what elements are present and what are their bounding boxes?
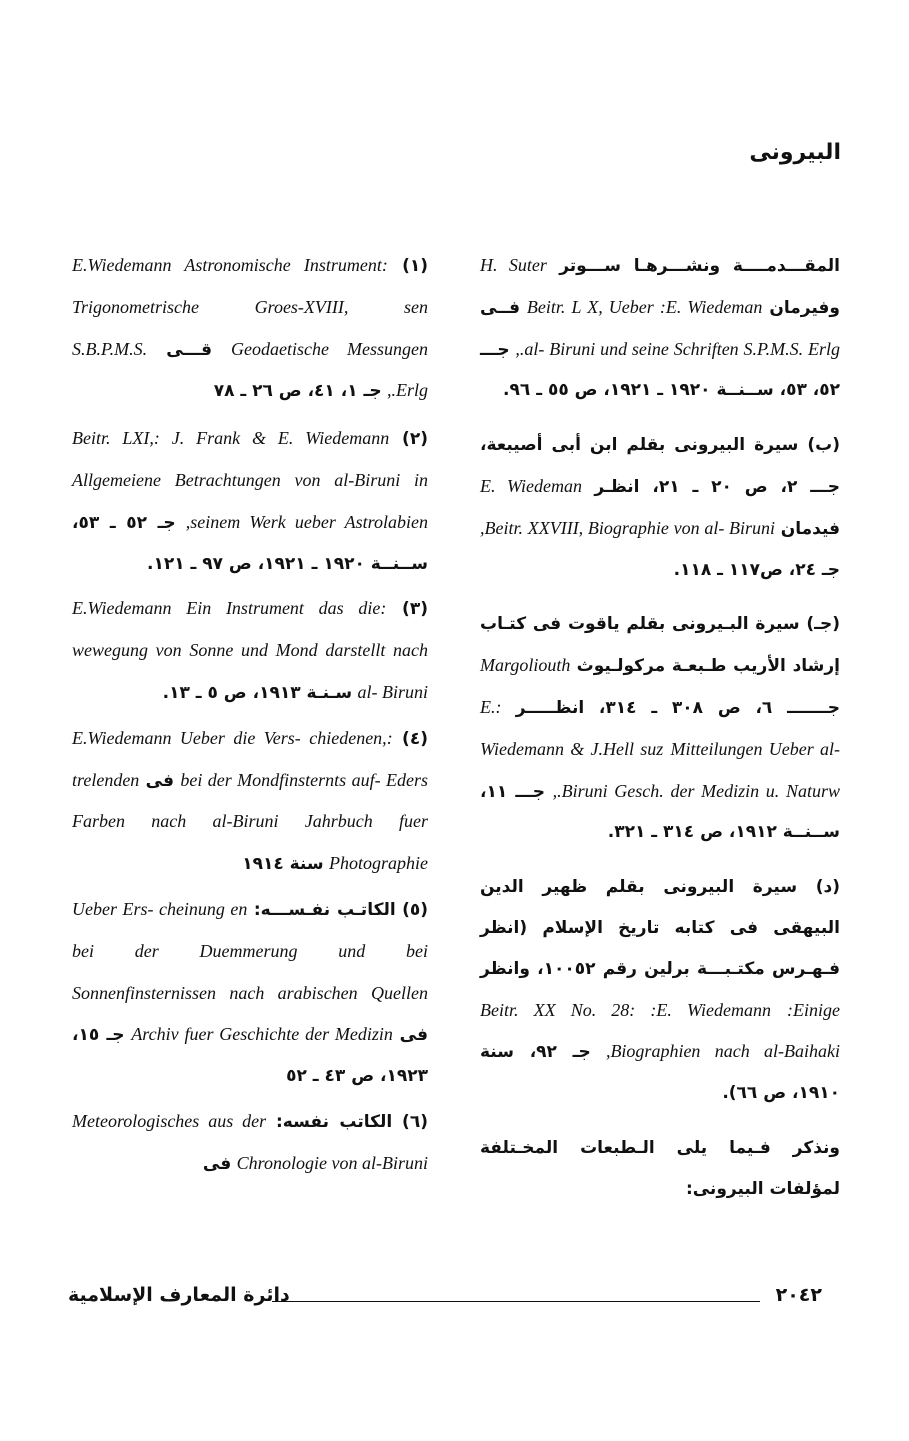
arabic-text: ونذكر فـيما يلى الـطبعات المخـتلفة لمؤلفات البيرونى: — [480, 1137, 840, 1199]
footer-title: دائرة المعارف الإسلامية — [68, 1284, 290, 1306]
arabic-text: الكاتب نفسه: — [275, 1111, 393, 1132]
arabic-text: فــى — [480, 297, 520, 318]
entry-2 — [72, 418, 428, 584]
latin-text: Ueber Ers- cheinung en bei der Duemmerung und bei Sonnenfinsternissen nach arabischen Quellen — [72, 898, 428, 1003]
arabic-text: جـ ٥٢ ـ ٥٣، ســنــة ١٩٢٠ ـ ١٩٢١، ص ٩٧ ـ ١٢١. — [72, 512, 428, 574]
entry-5 — [72, 889, 428, 1097]
latin-text: :E.Wiedemann Astronomische Instrument Trigonometrische Groes-XVIII, sen Geodaetische Messungen — [72, 255, 429, 359]
latin-text: H. Suter — [480, 255, 547, 275]
latin-text: al- Biruni und seine Schriften S.P.M.S. Erlg., — [515, 338, 841, 359]
arabic-text: جـــــــ ٦، ص ٣٠٨ ـ ٣١٤، انظـــــر — [515, 697, 841, 718]
latin-text: Beitr. LXI,: J. Frank & E. Wiedemann Allgemeiene Betrachtungen von al-Biruni in seinem Werk ueber Astrolabien, — [72, 428, 429, 532]
entry-number: (٤) — [402, 728, 428, 749]
latin-text: S.B.P.M.S. Erlg., — [72, 338, 428, 401]
entry-number: (٦) — [402, 1111, 428, 1132]
arabic-text: فى — [399, 1025, 429, 1046]
arabic-text: جـ ١، ٤١، ص ٢٦ ـ ٧٨ — [213, 381, 382, 402]
entry-number: (٢) — [402, 429, 428, 450]
arabic-text: فى — [145, 770, 174, 791]
entry-number: (٥) — [402, 899, 429, 920]
running-head: البيرونى — [749, 140, 841, 165]
latin-text: Beitr. L X, Ueber :E. Wiedeman — [526, 296, 763, 317]
latin-text: trelenden Farben nach al-Biruni Jahrbuch fuer Photographie — [72, 769, 428, 874]
arabic-text: قـــى — [166, 339, 212, 360]
left-column — [72, 245, 428, 1187]
latin-text: :Einige Biographien nach al-Baihaki, — [605, 999, 841, 1062]
entry-1 — [72, 245, 428, 412]
latin-text: Mitteilungen Ueber al-Biruni Gesch. der Medizin u. Naturw., — [552, 738, 840, 801]
latin-text: :E.Wiedemann Ueber die Vers- chiedenen, bei der Mondfinsternts auf- Eders — [72, 727, 429, 790]
latin-text: Beitr. XX No. 28: :E. Wiedemann — [480, 999, 771, 1020]
arabic-text: (ب) سيرة البيرونى بقلم ابن أبى أصيبعة، جـــ ٢، ص ٢٠ ـ ٢١، انظـر — [480, 435, 840, 497]
arabic-text: فيدمان — [780, 518, 841, 539]
latin-text: Archiv fuer Geschichte der Medizin — [131, 1024, 393, 1045]
footer-rule — [272, 1301, 760, 1302]
paragraph-intro — [480, 245, 840, 411]
right-column — [480, 245, 840, 1224]
arabic-text: سنة ١٩١٤ — [242, 854, 324, 875]
latin-text: Meteorologisches aus der Chronologie von al-Biruni — [72, 1110, 428, 1173]
arabic-text: فى — [202, 1153, 232, 1174]
page-footer — [60, 1284, 850, 1318]
arabic-text: الكاتـب نفـســـه: — [253, 899, 396, 920]
latin-text: :E.Wiedemann Ein Instrument das die wewegung von Sonne und Mond darstellt nach al- Biruni — [72, 598, 428, 702]
paragraph-b — [480, 425, 840, 590]
arabic-text: جـ ٢٤، ص١١٧ ـ ١١٨. — [673, 559, 840, 580]
arabic-text: (جـ) سيرة البـيرونى بقلم ياقوت فى كتـاب إرشاد الأريب طـبعـة مركولـيوث — [480, 614, 841, 677]
latin-text: E. Wiedeman — [480, 475, 582, 496]
arabic-text: سـنـة ١٩١٣، ص ٥ ـ ١٣. — [162, 682, 353, 703]
arabic-text: جـــ ١١، ســنــة ١٩١٢، ص ٣١٤ ـ ٣٢١. — [480, 781, 840, 843]
entry-3 — [72, 588, 428, 713]
latin-text: Beitr. XXVIII, Biographie von al- Biruni, — [480, 517, 776, 538]
arabic-text: جـ ١٥، ١٩٢٣، ص ٤٣ ـ ٥٢ — [72, 1025, 428, 1087]
entry-number: (٣) — [402, 599, 428, 620]
latin-text: :E. Wiedemann & J.Hell suz — [480, 696, 664, 759]
page-number: ٢٠٤٢ — [775, 1284, 822, 1306]
arabic-text: جـ ٩٢، سنة ١٩١٠، ص ٦٦). — [480, 1042, 840, 1104]
entry-6 — [72, 1101, 428, 1185]
paragraph-editions — [480, 1128, 840, 1210]
arabic-text: (د) سيرة البيرونى بقلم ظهير الدين البيهقى فى كتابه تاريخ الإسلام (انظر فـهـرس مكتـبـــة برلين رقم ١٠٠٥٢، وانظر — [480, 877, 840, 979]
arabic-text: المقـــدمــــة ونشـــرهـا ســـوتر — [559, 256, 841, 276]
paragraph-jim — [480, 604, 840, 853]
entry-number: (١) — [402, 256, 429, 276]
paragraph-dal — [480, 867, 840, 1114]
entry-4 — [72, 718, 428, 885]
arabic-text: وفيرمان — [769, 297, 840, 318]
latin-text: Margoliouth — [480, 655, 571, 676]
arabic-text: جـــ ٥٢، ٥٣، ســنــة ١٩٢٠ ـ ١٩٢١، ص ٥٥ ـ ٩٦. — [480, 339, 840, 401]
